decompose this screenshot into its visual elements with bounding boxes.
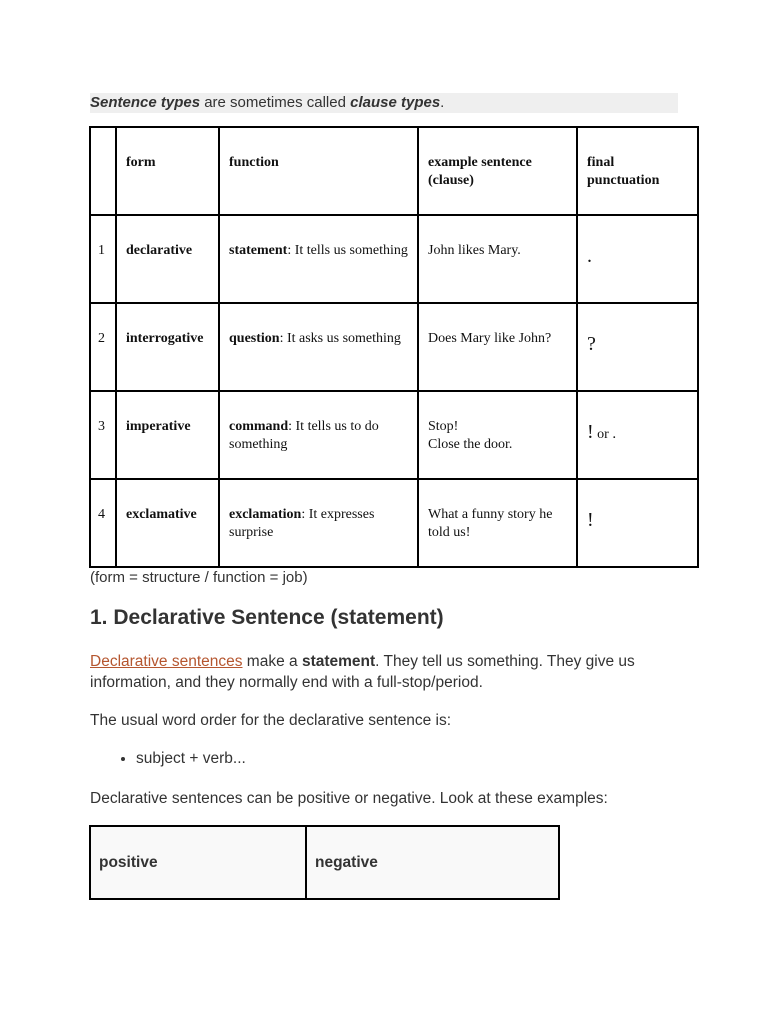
row-punctuation: ? [577,303,698,391]
row-number: 1 [90,215,116,303]
header-cell-negative: negative [306,826,559,899]
header-cell-number [90,127,116,215]
table-row [90,215,698,303]
row-form: exclamative [116,479,219,567]
positive-negative-table [89,825,560,900]
row-example: Stop! Close the door. [418,391,577,479]
section-heading: 1. Declarative Sentence (statement) [90,606,444,629]
row-example: What a funny story he told us! [418,479,577,567]
table-caption: (form = structure / function = job) [90,569,308,586]
table-header-row [90,127,698,215]
row-form: declarative [116,215,219,303]
header-cell-function: function [219,127,418,215]
header-cell-punctuation: final punctuation [577,127,698,215]
intro-period: . [440,94,445,111]
header-cell-positive: positive [90,826,306,899]
intro-term-clause-types: clause types [350,94,441,111]
header-cell-example: example sentence (clause) [418,127,577,215]
intro-line [90,93,678,113]
declarative-sentences-link[interactable]: Declarative sentences [90,653,243,670]
row-punctuation: ! [577,479,698,567]
intro-term-sentence-types: Sentence types [90,94,201,111]
row-number: 3 [90,391,116,479]
list-item: • subject + verb... [136,748,246,769]
row-number: 4 [90,479,116,567]
table-row [90,479,698,567]
row-form: imperative [116,391,219,479]
row-function: command: It tells us to do something [219,391,418,479]
header-cell-form: form [116,127,219,215]
positive-negative-paragraph: Declarative sentences can be positive or negative. Look at these examples: [90,790,608,807]
table-header-row [90,826,559,899]
sentence-types-table [89,126,699,568]
table-row [90,391,698,479]
row-example: Does Mary like John? [418,303,577,391]
row-function: question: It asks us something [219,303,418,391]
word-order-paragraph: The usual word order for the declarative sentence is: [90,712,451,729]
declarative-intro-paragraph: Declarative sentences make a statement. They tell us something. They give us information, and they normally end with a full-stop/period. [90,653,635,691]
row-punctuation: . [577,215,698,303]
row-form: interrogative [116,303,219,391]
row-number: 2 [90,303,116,391]
intro-text: are sometimes called [200,94,351,111]
row-punctuation: ! or . [577,391,698,479]
row-function: statement: It tells us something [219,215,418,303]
table-row [90,303,698,391]
row-example: John likes Mary. [418,215,577,303]
word-order-list [90,748,246,769]
row-function: exclamation: It expresses surprise [219,479,418,567]
